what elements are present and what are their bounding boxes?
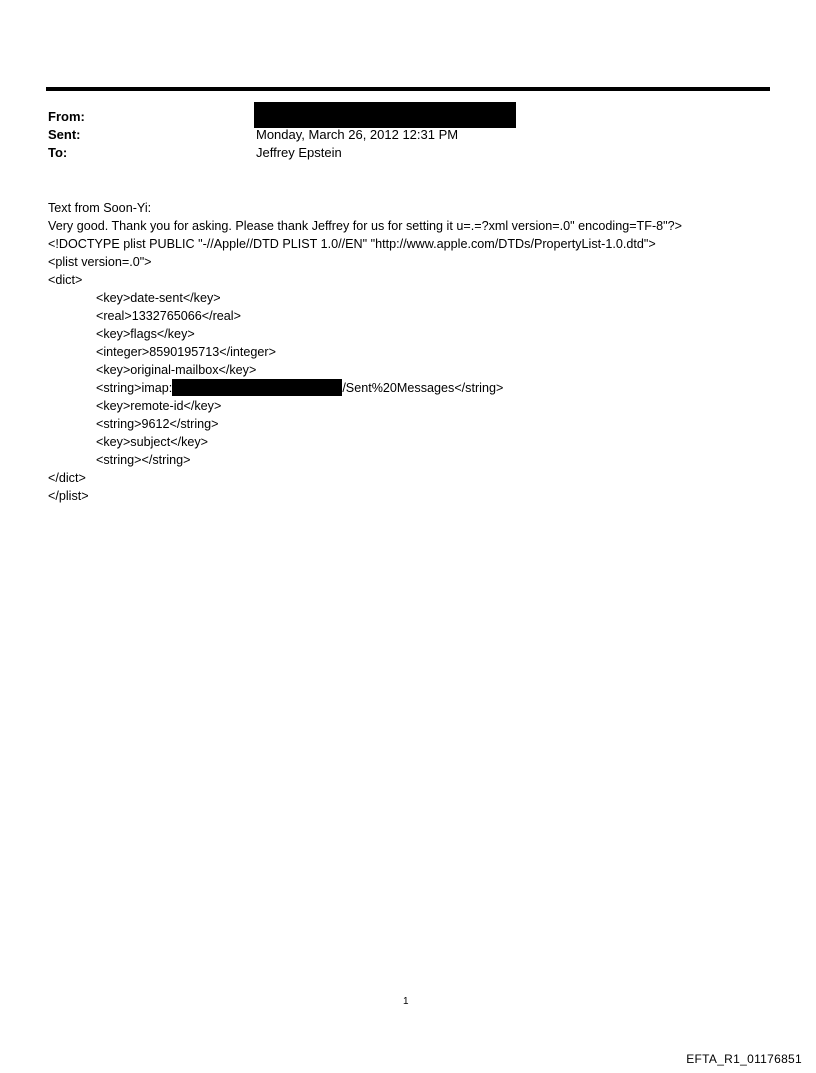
body-line: <string>9612</string> <box>96 417 219 431</box>
body-line: Text from Soon-Yi: <box>48 201 152 215</box>
sent-label: Sent: <box>48 127 81 142</box>
sent-value: Monday, March 26, 2012 12:31 PM <box>256 127 459 142</box>
imap-prefix: <string>imap: <box>96 381 173 395</box>
body-line: <integer>8590195713</integer> <box>96 345 276 359</box>
body-line-imap <box>48 379 778 397</box>
body-line: <key>flags</key> <box>96 327 195 341</box>
from-label: From: <box>48 109 85 124</box>
body-line: <key>date-sent</key> <box>96 291 221 305</box>
body-line: </dict> <box>48 471 86 485</box>
body-line: <key>subject</key> <box>96 435 209 449</box>
page-number: 1 <box>403 996 409 1007</box>
to-label: To: <box>48 145 68 160</box>
body-line: <plist version=.0"> <box>48 255 152 269</box>
to-value: Jeffrey Epstein <box>256 145 342 160</box>
imap-suffix: /Sent%20Messages</string> <box>342 381 504 395</box>
body-line: <key>original-mailbox</key> <box>96 363 257 377</box>
body-line: <!DOCTYPE plist PUBLIC "-//Apple//DTD PLIST 1.0//EN" "http://www.apple.com/DTDs/PropertyList-1.0.dtd"> <box>48 237 656 251</box>
imap-redaction <box>172 379 342 396</box>
message-body <box>48 199 778 505</box>
body-line: <real>1332765066</real> <box>96 309 241 323</box>
bates-number: EFTA_R1_01176851 <box>686 1052 802 1066</box>
body-line: Very good. Thank you for asking. Please thank Jeffrey for us for setting it u=.=?xml version=.0" encoding=TF-8"?> <box>48 219 682 233</box>
body-line: <dict> <box>48 273 83 287</box>
from-redaction <box>254 102 516 128</box>
header-rule <box>46 87 770 91</box>
body-line: <string></string> <box>96 453 191 467</box>
body-line: </plist> <box>48 489 89 503</box>
body-line: <key>remote-id</key> <box>96 399 222 413</box>
